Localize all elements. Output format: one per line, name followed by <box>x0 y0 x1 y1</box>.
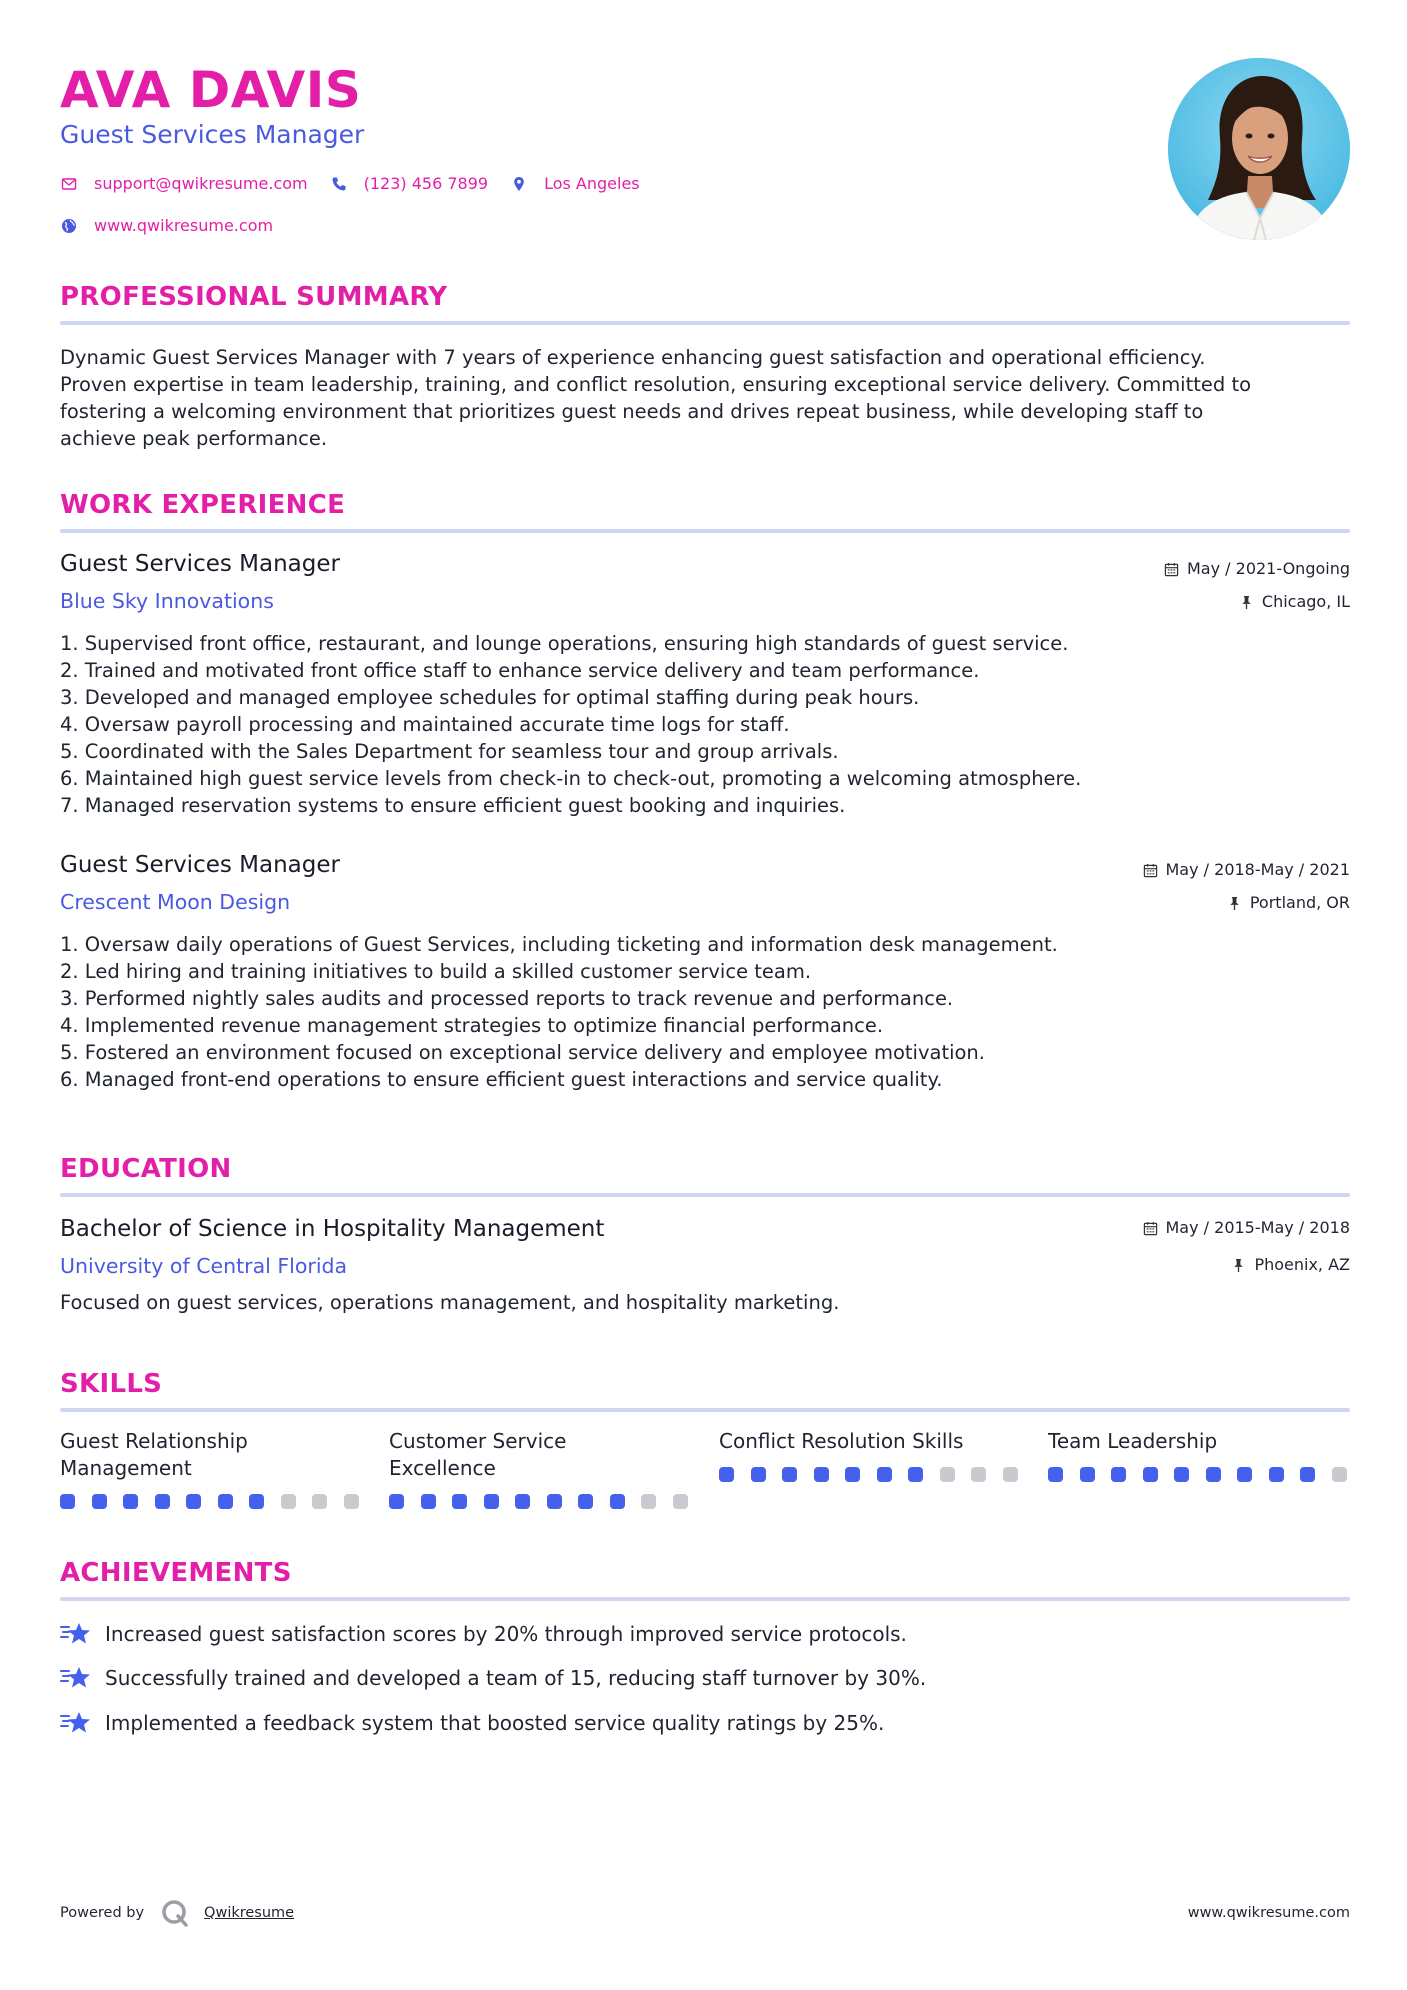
education-location-text: Phoenix, AZ <box>1254 1255 1350 1274</box>
skill-name <box>389 1428 689 1482</box>
rating-dot-empty <box>641 1494 656 1509</box>
rating-dot-empty <box>1332 1467 1347 1482</box>
job-location-text: Portland, OR <box>1249 893 1350 912</box>
skill-name <box>60 1428 360 1482</box>
map-pin-icon <box>510 175 528 193</box>
summary-line: Dynamic Guest Services Manager with 7 years of experience enhancing guest satisfaction and operational efficiency. <box>60 346 1206 369</box>
education-degree: Bachelor of Science in Hospitality Management <box>60 1216 605 1242</box>
phone-text: (123) 456 7899 <box>363 174 489 193</box>
footer-brand-link[interactable]: Qwikresume <box>204 1905 295 1921</box>
skill-rating <box>389 1494 704 1509</box>
education-description: Focused on guest services, operations management, and hospitality marketing. <box>60 1291 840 1314</box>
skill-item <box>389 1428 689 1482</box>
rating-dot-filled <box>578 1494 593 1509</box>
rating-dot-empty <box>673 1494 688 1509</box>
skill-item <box>1048 1428 1348 1482</box>
rating-dot-filled <box>1143 1467 1158 1482</box>
skill-item <box>60 1428 360 1482</box>
skill-rating <box>1048 1467 1363 1482</box>
section-title-achievements: ACHIEVEMENTS <box>60 1558 292 1588</box>
powered-by-label: Powered by <box>60 1905 145 1921</box>
globe-icon <box>60 217 78 235</box>
rating-dot-filled <box>452 1494 467 1509</box>
section-divider <box>60 1193 1350 1197</box>
job-title-2: Guest Services Manager <box>60 852 340 878</box>
rating-dot-filled <box>389 1494 404 1509</box>
list-item: 4. Implemented revenue management strategies to optimize financial performance. <box>60 1014 884 1037</box>
section-title-summary: PROFESSIONAL SUMMARY <box>60 282 448 312</box>
education-school: University of Central Florida <box>60 1254 348 1278</box>
contact-phone[interactable] <box>330 172 488 196</box>
rating-dot-filled <box>92 1494 107 1509</box>
rating-dot-filled <box>1300 1467 1315 1482</box>
rating-dot-filled <box>1237 1467 1252 1482</box>
section-title-skills: SKILLS <box>60 1369 163 1399</box>
rating-dot-empty <box>281 1494 296 1509</box>
list-item: 5. Coordinated with the Sales Department for seamless tour and group arrivals. <box>60 740 839 763</box>
website-text: www.qwikresume.com <box>94 216 274 235</box>
rating-dot-empty <box>312 1494 327 1509</box>
list-item: 6. Maintained high guest service levels from check-in to check-out, promoting a welcoming atmosphere. <box>60 767 1082 790</box>
pushpin-icon <box>1231 1258 1246 1273</box>
rating-dot-filled <box>782 1467 797 1482</box>
job-dates-2 <box>1143 859 1351 881</box>
contact-row-website <box>60 214 295 238</box>
section-divider <box>60 1408 1350 1412</box>
job-location-text: Chicago, IL <box>1261 592 1350 611</box>
contact-email[interactable] <box>60 172 308 196</box>
contact-website[interactable] <box>60 214 273 238</box>
qwikresume-logo-icon <box>160 1898 190 1928</box>
rating-dot-filled <box>610 1494 625 1509</box>
rating-dot-filled <box>1048 1467 1063 1482</box>
section-title-education: EDUCATION <box>60 1154 232 1184</box>
skill-name-line: Conflict Resolution Skills <box>719 1429 964 1453</box>
section-divider <box>60 529 1350 533</box>
footer-url[interactable]: www.qwikresume.com <box>1187 1905 1350 1921</box>
rating-dot-filled <box>249 1494 264 1509</box>
summary-text <box>60 344 1360 452</box>
skill-name-line: Excellence <box>389 1456 496 1480</box>
section-divider <box>60 321 1350 325</box>
calendar-icon <box>1143 863 1158 878</box>
rating-dot-empty <box>344 1494 359 1509</box>
job-location-1 <box>1239 591 1350 613</box>
list-item: 3. Performed nightly sales audits and processed reports to track revenue and performance. <box>60 987 954 1010</box>
rating-dot-filled <box>877 1467 892 1482</box>
skill-name-line: Customer Service <box>389 1429 567 1453</box>
job-bullets-2 <box>60 931 1360 1093</box>
rating-dot-empty <box>971 1467 986 1482</box>
contact-location <box>510 172 640 196</box>
rating-dot-filled <box>155 1494 170 1509</box>
job-dates-text: May / 2021-Ongoing <box>1187 559 1350 578</box>
rating-dot-filled <box>814 1467 829 1482</box>
skill-name-line: Team Leadership <box>1048 1429 1218 1453</box>
summary-line: achieve peak performance. <box>60 427 328 450</box>
achievement-text: Implemented a feedback system that boosted service quality ratings by 25%. <box>105 1711 885 1735</box>
rating-dot-filled <box>484 1494 499 1509</box>
rating-dot-filled <box>1174 1467 1189 1482</box>
achievement-item <box>60 1620 907 1648</box>
job-bullets-1 <box>60 630 1360 819</box>
rating-dot-filled <box>515 1494 530 1509</box>
rating-dot-filled <box>1111 1467 1126 1482</box>
education-dates <box>1143 1217 1351 1239</box>
list-item: 3. Developed and managed employee schedules for optimal staffing during peak hours. <box>60 686 920 709</box>
rating-dot-filled <box>218 1494 233 1509</box>
calendar-icon <box>1143 1221 1158 1236</box>
rating-dot-filled <box>123 1494 138 1509</box>
list-item: 7. Managed reservation systems to ensure efficient guest booking and inquiries. <box>60 794 846 817</box>
rating-dot-filled <box>1080 1467 1095 1482</box>
summary-line: Proven expertise in team leadership, training, and conflict resolution, ensuring exceptional service delivery. Committed to <box>60 373 1252 396</box>
rating-dot-filled <box>186 1494 201 1509</box>
rating-dot-filled <box>845 1467 860 1482</box>
profile-photo <box>1168 58 1350 240</box>
rating-dot-filled <box>751 1467 766 1482</box>
email-text: support@qwikresume.com <box>94 174 308 193</box>
skill-name-line: Management <box>60 1456 192 1480</box>
star-icon <box>60 1664 92 1692</box>
list-item: 4. Oversaw payroll processing and maintained accurate time logs for staff. <box>60 713 790 736</box>
skill-item <box>719 1428 1019 1482</box>
rating-dot-filled <box>719 1467 734 1482</box>
star-icon <box>60 1620 92 1648</box>
education-location <box>1231 1254 1350 1276</box>
list-item: 1. Oversaw daily operations of Guest Services, including ticketing and information desk management. <box>60 933 1058 956</box>
list-item: 2. Trained and motivated front office staff to enhance service delivery and team performance. <box>60 659 980 682</box>
job-company-2: Crescent Moon Design <box>60 890 291 914</box>
achievement-item <box>60 1664 926 1692</box>
rating-dot-filled <box>60 1494 75 1509</box>
education-dates-text: May / 2015-May / 2018 <box>1165 1218 1350 1237</box>
achievement-item <box>60 1709 884 1737</box>
calendar-icon <box>1164 562 1179 577</box>
contact-row <box>60 172 662 196</box>
location-text: Los Angeles <box>544 174 640 193</box>
section-title-experience: WORK EXPERIENCE <box>60 490 346 520</box>
job-location-2 <box>1227 892 1350 914</box>
pushpin-icon <box>1239 595 1254 610</box>
achievement-text: Successfully trained and developed a team of 15, reducing staff turnover by 30%. <box>105 1666 927 1690</box>
rating-dot-empty <box>940 1467 955 1482</box>
list-item: 6. Managed front-end operations to ensure efficient guest interactions and service quality. <box>60 1068 943 1091</box>
skill-rating <box>60 1494 375 1509</box>
job-company-1: Blue Sky Innovations <box>60 589 274 613</box>
envelope-icon <box>60 175 78 193</box>
section-divider <box>60 1597 1350 1601</box>
phone-icon <box>330 175 348 193</box>
job-dates-text: May / 2018-May / 2021 <box>1165 860 1350 879</box>
candidate-name: AVA DAVIS <box>60 61 362 119</box>
rating-dot-filled <box>421 1494 436 1509</box>
rating-dot-filled <box>547 1494 562 1509</box>
summary-line: fostering a welcoming environment that prioritizes guest needs and drives repeat business, while developing staff to <box>60 400 1204 423</box>
skill-rating <box>719 1467 1034 1482</box>
rating-dot-filled <box>1269 1467 1284 1482</box>
rating-dot-empty <box>1003 1467 1018 1482</box>
rating-dot-filled <box>1206 1467 1221 1482</box>
rating-dot-filled <box>908 1467 923 1482</box>
job-dates-1 <box>1164 558 1350 580</box>
achievement-text: Increased guest satisfaction scores by 20% through improved service protocols. <box>105 1622 907 1646</box>
list-item: 1. Supervised front office, restaurant, and lounge operations, ensuring high standards of guest service. <box>60 632 1069 655</box>
star-icon <box>60 1709 92 1737</box>
list-item: 5. Fostered an environment focused on exceptional service delivery and employee motivation. <box>60 1041 985 1064</box>
candidate-title: Guest Services Manager <box>60 120 365 149</box>
skill-name-line: Guest Relationship <box>60 1429 248 1453</box>
pushpin-icon <box>1227 896 1242 911</box>
footer-powered-by <box>60 1898 294 1928</box>
job-title-1: Guest Services Manager <box>60 551 340 577</box>
list-item: 2. Led hiring and training initiatives to build a skilled customer service team. <box>60 960 812 983</box>
